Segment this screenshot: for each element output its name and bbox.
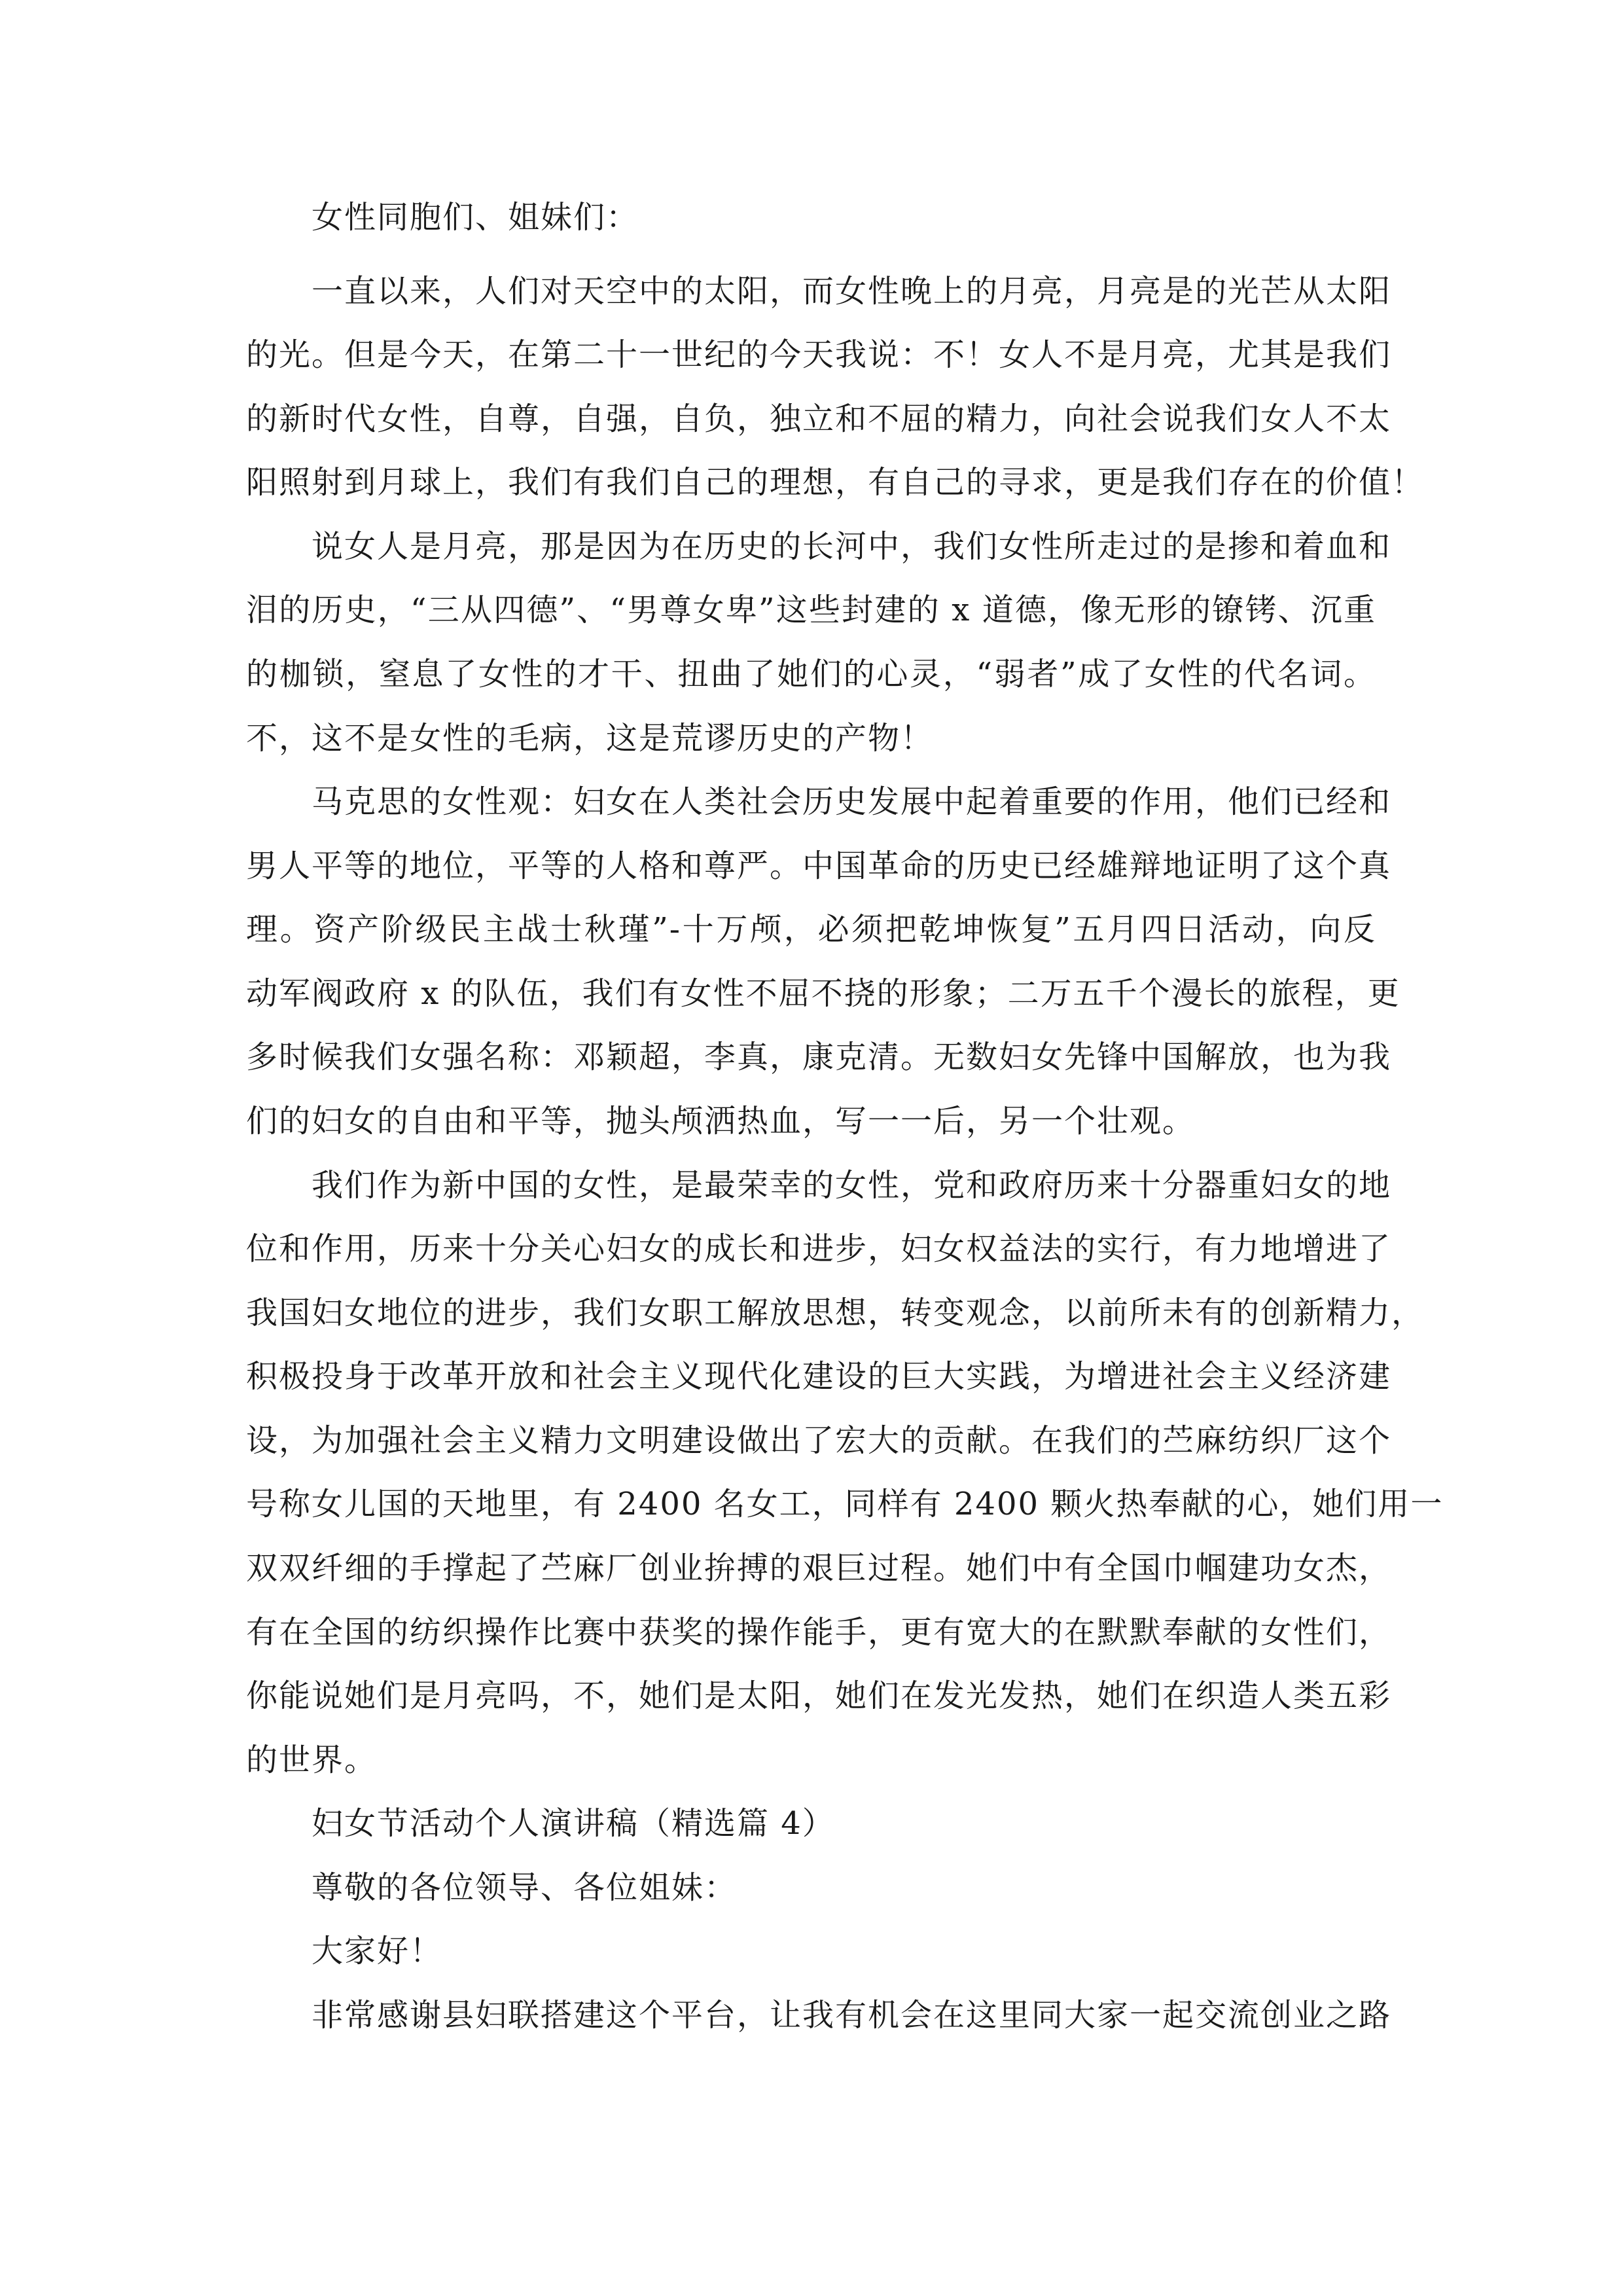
body-line: 多时候我们女强名称：邓颖超，李真，康克清。无数妇女先锋中国解放，也为我 — [246, 1039, 1392, 1075]
greeting-line: 大家好！ — [312, 1933, 443, 1969]
section-title: 妇女节活动个人演讲稿（精选篇 4） — [312, 1805, 835, 1842]
body-line: 积极投身于改革开放和社会主义现代化建设的巨大实践，为增进社会主义经济建 — [246, 1358, 1392, 1395]
greeting-line: 尊敬的各位领导、各位姐妹： — [312, 1869, 738, 1906]
body-line: 不，这不是女性的毛病，这是荒谬历史的产物！ — [246, 720, 934, 757]
body-line: 位和作用，历来十分关心妇女的成长和进步，妇女权益法的实行，有力地增进了 — [246, 1230, 1392, 1267]
body-line: 你能说她们是月亮吗，不，她们是太阳，她们在发光发热，她们在织造人类五彩 — [246, 1677, 1392, 1714]
body-line: 泪的历史，“三从四德”、“男尊女卑”这些封建的 x 道德，像无形的镣铐、沉重 — [246, 592, 1376, 628]
body-line: 的光。但是今天，在第二十一世纪的今天我说：不！女人不是月亮，尤其是我们 — [246, 336, 1392, 373]
body-line: 非常感谢县妇联搭建这个平台，让我有机会在这里同大家一起交流创业之路 — [312, 1997, 1392, 2034]
salutation-line: 女性同胞们、姐妹们： — [312, 199, 639, 236]
body-line: 双双纤细的手撑起了苎麻厂创业拚搏的艰巨过程。她们中有全国巾帼建功女杰， — [246, 1550, 1392, 1587]
body-line: 动军阀政府 x 的队伍，我们有女性不屈不挠的形象；二万五千个漫长的旅程，更 — [246, 975, 1400, 1012]
body-line: 的新时代女性，自尊，自强，自负，独立和不屈的精力，向社会说我们女人不太 — [246, 401, 1392, 437]
body-line: 有在全国的纺织操作比赛中获奖的操作能手，更有宽大的在默默奉献的女性们， — [246, 1614, 1392, 1651]
body-line: 的枷锁，窒息了女性的才干、扭曲了她们的心灵，“弱者”成了女性的代名词。 — [246, 656, 1376, 692]
body-line: 我国妇女地位的进步，我们女职工解放思想，转变观念，以前所未有的创新精力， — [246, 1295, 1425, 1331]
body-line: 们的妇女的自由和平等，抛头颅洒热血，写一一后，另一个壮观。 — [246, 1103, 1196, 1139]
body-line: 男人平等的地位，平等的人格和尊严。中国革命的历史已经雄辩地证明了这个真 — [246, 848, 1392, 884]
body-line: 理。资产阶级民主战士秋瑾”-十万颅，必须把乾坤恢复”五月四日活动，向反 — [246, 911, 1376, 948]
body-line: 阳照射到月球上，我们有我们自己的理想，有自己的寻求，更是我们存在的价值！ — [246, 464, 1425, 501]
body-line: 的世界。 — [246, 1742, 378, 1778]
body-line: 说女人是月亮，那是因为在历史的长河中，我们女性所走过的是掺和着血和 — [312, 528, 1392, 565]
body-line: 号称女儿国的天地里，有 2400 名女工，同样有 2400 颗火热奉献的心，她们用一 — [246, 1486, 1444, 1522]
body-line: 马克思的女性观：妇女在人类社会历史发展中起着重要的作用，他们已经和 — [312, 783, 1392, 820]
body-line: 设，为加强社会主义精力文明建设做出了宏大的贡献。在我们的苎麻纺织厂这个 — [246, 1422, 1392, 1459]
body-line: 我们作为新中国的女性，是最荣幸的女性，党和政府历来十分器重妇女的地 — [312, 1167, 1392, 1204]
body-line: 一直以来，人们对天空中的太阳，而女性晚上的月亮，月亮是的光芒从太阳 — [312, 273, 1392, 310]
